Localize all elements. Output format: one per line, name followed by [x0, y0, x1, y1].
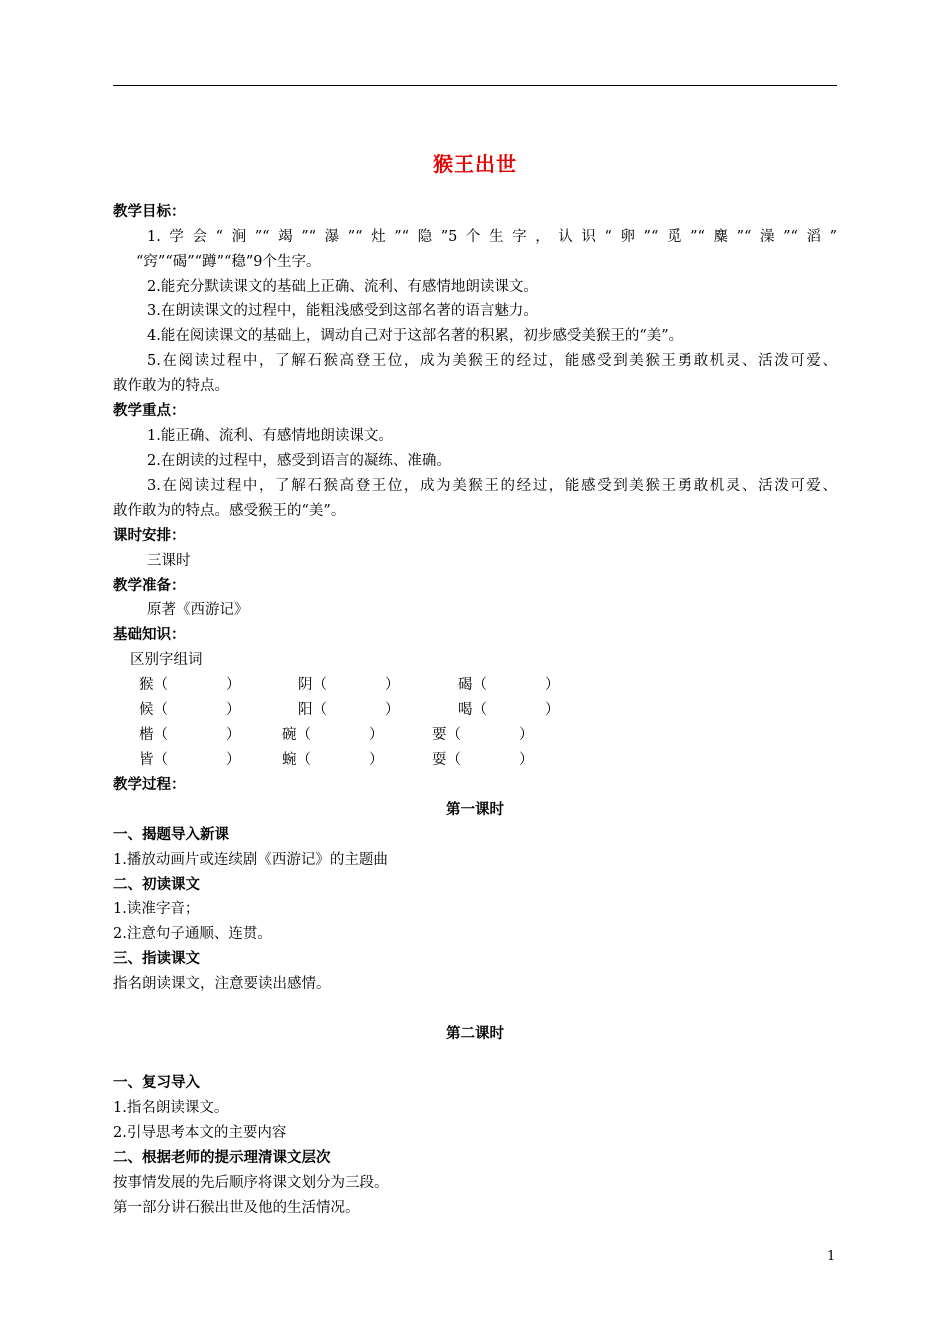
lesson-2-section-2: 二、根据老师的提示理清课文层次 [113, 1150, 331, 1166]
goal-5-line-1: 5.在阅读过程中，了解石猴高登王位，成为美猴王的经过，能感受到美猴王勇敢机灵、活泼可爱、 [147, 353, 837, 369]
goal-5-line-2: 敢作敢为的特点。 [113, 378, 229, 394]
word-cell: 阳（ ） [298, 702, 400, 718]
lesson-1-heading: 第一课时 [446, 802, 504, 818]
word-cell: 猴（ ） [139, 677, 241, 693]
word-cell: 碗（ ） [282, 727, 384, 743]
lesson-2-section-1-item-2: 2.引导思考本文的主要内容 [113, 1125, 287, 1141]
lesson-2-section-2-text-2: 第一部分讲石猴出世及他的生活情况。 [113, 1200, 360, 1216]
word-cell: 楷（ ） [139, 727, 241, 743]
word-cell: 碣（ ） [458, 677, 560, 693]
preparation-heading: 教学准备： [113, 578, 186, 594]
key-point-1: 1.能正确、流利、有感情地朗读课文。 [147, 428, 393, 444]
key-point-3-line-2: 敢作敢为的特点。感受猴王的“美”。 [113, 503, 346, 519]
lesson-2-heading: 第二课时 [446, 1026, 504, 1042]
lesson-1-section-1: 一、揭题导入新课 [113, 827, 229, 843]
lesson-1-section-3: 三、指读课文 [113, 951, 200, 967]
word-cell: 阴（ ） [298, 677, 400, 693]
schedule-heading: 课时安排： [113, 528, 186, 544]
basics-heading: 基础知识： [113, 627, 186, 643]
lesson-2-section-2-text-1: 按事情发展的先后顺序将课文划分为三段。 [113, 1175, 389, 1191]
lesson-2-section-1: 一、复习导入 [113, 1075, 200, 1091]
lesson-1-section-3-text: 指名朗读课文，注意要读出感情。 [113, 976, 331, 992]
word-cell: 要（ ） [432, 727, 534, 743]
key-point-3-line-1: 3.在阅读过程中，了解石猴高登王位，成为美猴王的经过，能感受到美猴王勇敢机灵、活泼可爱、 [147, 478, 837, 494]
word-cell: 耍（ ） [432, 752, 534, 768]
goal-3: 3.在朗读课文的过程中，能粗浅感受到这部名著的语言魅力。 [147, 303, 538, 319]
header-rule [113, 85, 837, 86]
lesson-2-section-1-item-1: 1.指名朗读课文。 [113, 1100, 229, 1116]
key-points-heading: 教学重点： [113, 403, 186, 419]
preparation-text: 原著《西游记》 [147, 602, 249, 618]
key-point-2: 2.在朗读的过程中，感受到语言的凝练、准确。 [147, 453, 451, 469]
lesson-1-section-2-item-1: 1.读准字音； [113, 901, 200, 917]
goal-1-line-1: 1.学会“涧”“竭”“瀑”“灶”“隐”5个生字，认识“卵”“觅”“麋”“澡”“滔” [147, 229, 837, 245]
lesson-1-section-2-item-2: 2.注意句子通顺、连贯。 [113, 926, 272, 942]
process-heading: 教学过程： [113, 777, 186, 793]
word-cell: 喝（ ） [458, 702, 560, 718]
basics-intro: 区别字组词 [130, 652, 203, 668]
goals-heading: 教学目标： [113, 204, 186, 220]
word-cell: 蜿（ ） [282, 752, 384, 768]
lesson-1-section-2: 二、初读课文 [113, 877, 200, 893]
word-cell: 皆（ ） [139, 752, 241, 768]
schedule-text: 三课时 [147, 553, 191, 569]
goal-4: 4.能在阅读课文的基础上，调动自己对于这部名著的积累，初步感受美猴王的“美”。 [147, 328, 684, 344]
goal-1-line-2: “窍”“碣”“蹲”“稳”9个生字。 [136, 254, 321, 270]
page-number: 1 [827, 1249, 836, 1264]
word-cell: 候（ ） [139, 702, 241, 718]
goal-2: 2.能充分默读课文的基础上正确、流利、有感情地朗读课文。 [147, 279, 538, 295]
lesson-1-section-1-text: 1.播放动画片或连续剧《西游记》的主题曲 [113, 852, 388, 868]
document-title: 猴王出世 [433, 152, 517, 176]
